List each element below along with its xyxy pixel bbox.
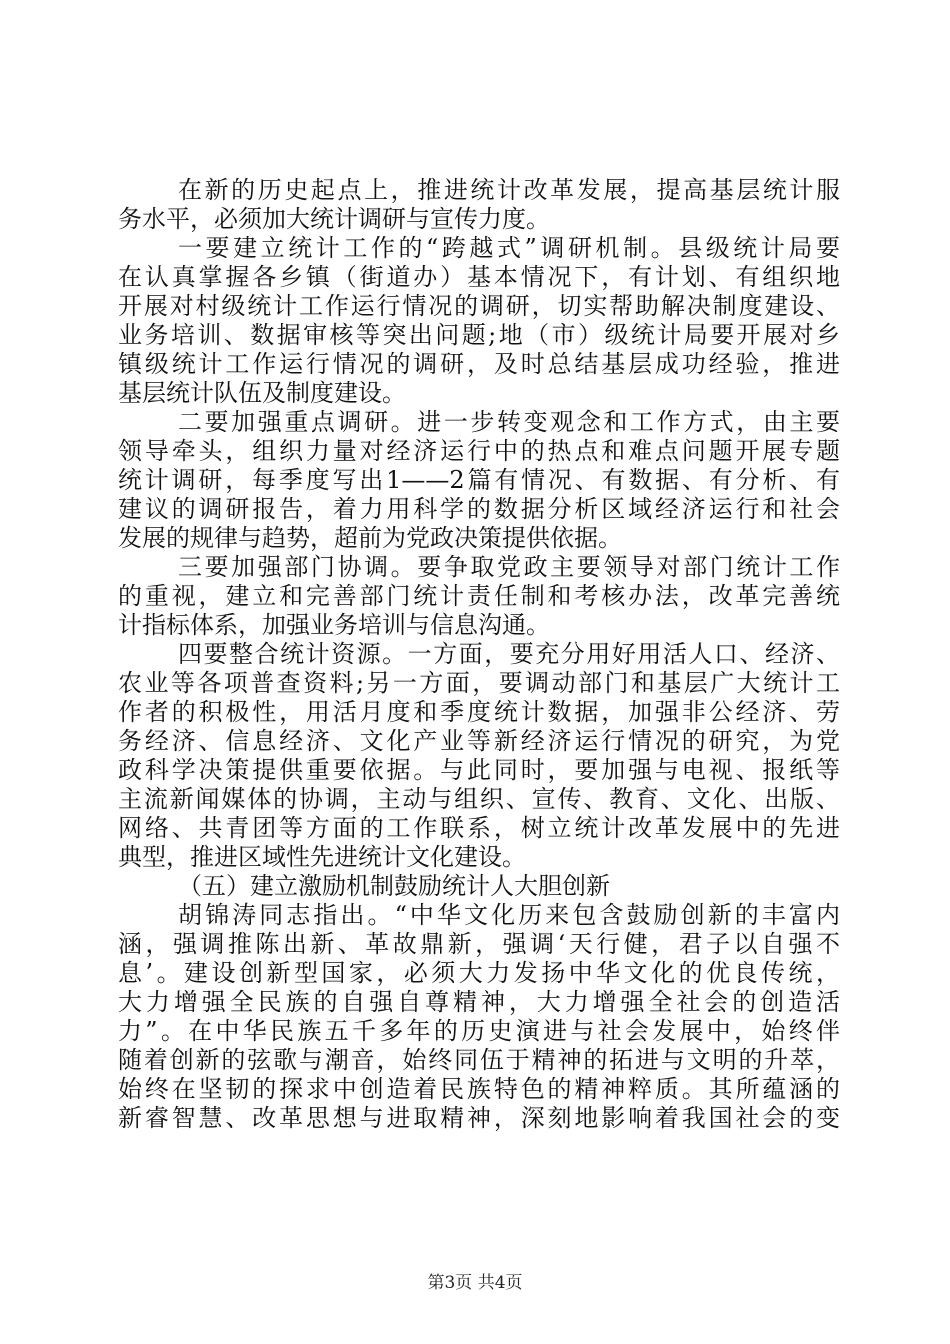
text-line: 计指标体系，加强业务培训与信息沟通。 — [118, 611, 550, 639]
text-line: 涵，强调推陈出新、革故鼎新，强调‘天行健，君子以自强不 — [118, 930, 840, 958]
section-heading: （五）建立激励机制鼓励统计人大胆创新 — [178, 872, 610, 900]
text-line: 胡锦涛同志指出。“中华文化历来包含鼓励创新的丰富内 — [178, 901, 840, 929]
text-line: 息’。建设创新型国家，必须大力发扬中华文化的优良传统， — [118, 959, 840, 987]
text-line: 务经济、信息经济、文化产业等新经济运行情况的研究，为党 — [118, 727, 840, 755]
text-line: 基层统计队伍及制度建设。 — [118, 379, 406, 407]
text-line: 随着创新的弦歌与潮音，始终同伍于精神的拓进与文明的升萃， — [118, 1046, 840, 1074]
text-line: 在新的历史起点上，推进统计改革发展，提高基层统计服 — [178, 176, 840, 204]
text-line: 四要整合统计资源。一方面，要充分用好用活人口、经济、 — [178, 640, 840, 668]
text-line: 新睿智慧、改革思想与进取精神，深刻地影响着我国社会的变 — [118, 1104, 840, 1132]
text-line: 作者的积极性，用活月度和季度统计数据，加强非公经济、劳 — [118, 698, 840, 726]
text-line: 发展的规律与趋势，超前为党政决策提供依据。 — [118, 524, 622, 552]
text-line: 力”。在中华民族五千多年的历史演进与社会发展中，始终伴 — [118, 1017, 840, 1045]
text-line: 的重视，建立和完善部门统计责任制和考核办法，改革完善统 — [118, 582, 840, 610]
text-line: 一要建立统计工作的“跨越式”调研机制。县级统计局要 — [178, 234, 840, 262]
text-line: 镇级统计工作运行情况的调研，及时总结基层成功经验，推进 — [118, 350, 840, 378]
text-line: 在认真掌握各乡镇（街道办）基本情况下，有计划、有组织地 — [118, 263, 840, 291]
text-line: 典型，推进区域性先进统计文化建设。 — [118, 843, 526, 871]
text-line: 大力增强全民族的自强自尊精神，大力增强全社会的创造活 — [118, 988, 840, 1016]
text-line: 开展对村级统计工作运行情况的调研，切实帮助解决制度建设、 — [118, 292, 840, 320]
text-line: 农业等各项普查资料;另一方面，要调动部门和基层广大统计工 — [118, 669, 840, 697]
text-line: 领导牵头，组织力量对经济运行中的热点和难点问题开展专题 — [118, 437, 840, 465]
page-footer: 第3页 共4页 — [427, 1273, 523, 1293]
text-line: 三要加强部门协调。要争取党政主要领导对部门统计工作 — [178, 553, 840, 581]
text-line: 建议的调研报告，着力用科学的数据分析区域经济运行和社会 — [118, 495, 840, 523]
text-line: 始终在坚韧的探求中创造着民族特色的精神粹质。其所蕴涵的 — [118, 1075, 840, 1103]
text-line: 政科学决策提供重要依据。与此同时，要加强与电视、报纸等 — [118, 756, 840, 784]
text-line: 二要加强重点调研。进一步转变观念和工作方式，由主要 — [178, 408, 840, 436]
text-line: 务水平，必须加大统计调研与宣传力度。 — [118, 205, 550, 233]
text-line: 网络、共青团等方面的工作联系，树立统计改革发展中的先进 — [118, 814, 840, 842]
text-line: 业务培训、数据审核等突出问题;地（市）级统计局要开展对乡 — [118, 321, 840, 349]
text-line: 主流新闻媒体的协调，主动与组织、宣传、教育、文化、出版、 — [118, 785, 840, 813]
text-line: 统计调研，每季度写出1——2篇有情况、有数据、有分析、有 — [118, 466, 840, 494]
